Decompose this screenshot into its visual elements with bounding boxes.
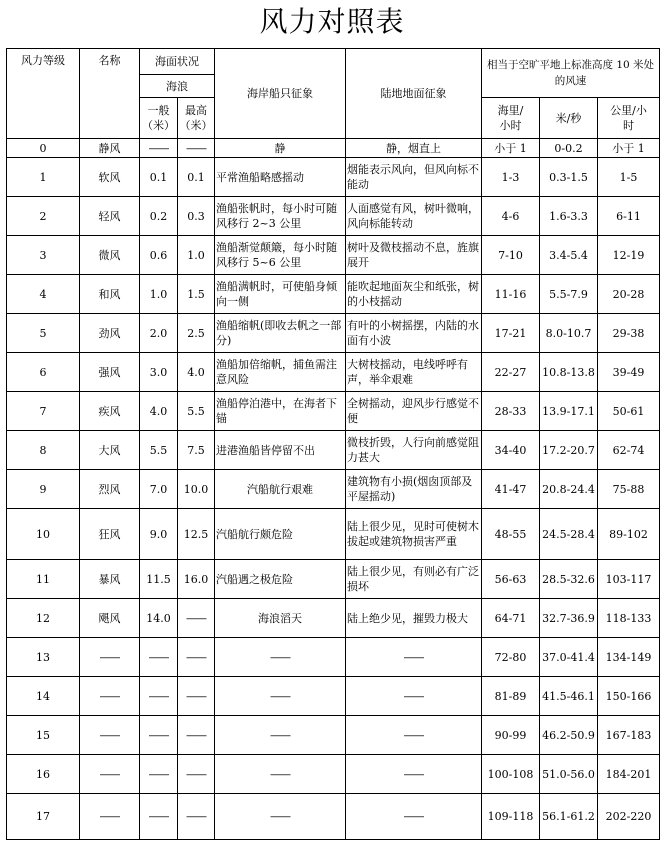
table-row — [7, 560, 660, 599]
cell-ship-signs: 渔船缩帆(即收去帆之一部分) — [215, 314, 346, 353]
cell-knots: 17-21 — [482, 314, 540, 353]
cell-wave-normal: 0.6 — [140, 236, 178, 275]
cell-land-signs: 陆上很少见，有则必有广泛损坏 — [346, 560, 482, 599]
table-row — [7, 470, 660, 509]
cell-knots: 81-89 — [482, 677, 540, 716]
cell-grade: 1 — [7, 158, 80, 197]
cell-ship-signs: 汽船航行艰难 — [215, 470, 346, 509]
cell-name: —— — [80, 638, 140, 677]
cell-ship-signs: 平常渔船略感摇动 — [215, 158, 346, 197]
table-row — [7, 716, 660, 755]
cell-knots: 56-63 — [482, 560, 540, 599]
table-header — [7, 49, 660, 139]
table-row — [7, 431, 660, 470]
table-row — [7, 755, 660, 794]
cell-ship-signs: —— — [215, 794, 346, 840]
cell-wave-normal: 3.0 — [140, 353, 178, 392]
cell-ms: 37.0-41.4 — [540, 638, 598, 677]
cell-ship-signs: —— — [215, 638, 346, 677]
header-kmh: 公里/小时 — [598, 98, 660, 139]
table-row — [7, 139, 660, 158]
cell-land-signs: 陆上很少见，见时可使树木拔起或建筑物损害严重 — [346, 509, 482, 560]
cell-ms: 51.0-56.0 — [540, 755, 598, 794]
cell-land-signs: —— — [346, 638, 482, 677]
cell-ms: 0.3-1.5 — [540, 158, 598, 197]
cell-name: 劲风 — [80, 314, 140, 353]
table-row — [7, 638, 660, 677]
cell-name: —— — [80, 716, 140, 755]
header-sea-state: 海面状况 — [140, 49, 215, 75]
cell-grade: 16 — [7, 755, 80, 794]
cell-name: —— — [80, 755, 140, 794]
cell-ms: 3.4-5.4 — [540, 236, 598, 275]
cell-wave-normal: —— — [140, 638, 178, 677]
cell-knots: 109-118 — [482, 794, 540, 840]
cell-wave-normal: —— — [140, 139, 178, 158]
cell-knots: 64-71 — [482, 599, 540, 638]
cell-ms: 10.8-13.8 — [540, 353, 598, 392]
header-wave-normal-unit: （米） — [142, 119, 175, 132]
cell-ms: 28.5-32.6 — [540, 560, 598, 599]
table-row — [7, 236, 660, 275]
cell-ms: 8.0-10.7 — [540, 314, 598, 353]
cell-grade: 15 — [7, 716, 80, 755]
cell-knots: 48-55 — [482, 509, 540, 560]
cell-grade: 0 — [7, 139, 80, 158]
cell-name: 暴风 — [80, 560, 140, 599]
cell-wave-normal: —— — [140, 794, 178, 840]
cell-wave-normal: —— — [140, 716, 178, 755]
cell-land-signs: —— — [346, 677, 482, 716]
cell-ship-signs: 渔船加倍缩帆，捕鱼需注意风险 — [215, 353, 346, 392]
table-row — [7, 158, 660, 197]
cell-grade: 8 — [7, 431, 80, 470]
cell-kmh: 89-102 — [598, 509, 660, 560]
cell-name: 飓风 — [80, 599, 140, 638]
cell-wave-max: 1.5 — [178, 275, 215, 314]
cell-land-signs: 静，烟直上 — [346, 139, 482, 158]
table-row — [7, 314, 660, 353]
cell-land-signs: 陆上绝少见，摧毁力极大 — [346, 599, 482, 638]
cell-land-signs: 全树摇动，迎风步行感觉不便 — [346, 392, 482, 431]
cell-kmh: 103-117 — [598, 560, 660, 599]
cell-wave-normal: —— — [140, 755, 178, 794]
cell-ship-signs: 渔船张帆时，每小时可随风移行 2~3 公里 — [215, 197, 346, 236]
cell-land-signs: 大树枝摇动，电线呼呼有声，举伞艰难 — [346, 353, 482, 392]
table-row — [7, 275, 660, 314]
cell-name: 强风 — [80, 353, 140, 392]
cell-ms: 0-0.2 — [540, 139, 598, 158]
cell-name: 狂风 — [80, 509, 140, 560]
cell-name: 微风 — [80, 236, 140, 275]
cell-wave-max: 2.5 — [178, 314, 215, 353]
cell-grade: 4 — [7, 275, 80, 314]
cell-kmh: 小于 1 — [598, 139, 660, 158]
cell-wave-normal: 0.2 — [140, 197, 178, 236]
cell-land-signs: —— — [346, 716, 482, 755]
header-wave-max-unit: （米） — [179, 119, 213, 132]
cell-grade: 13 — [7, 638, 80, 677]
cell-ms: 1.6-3.3 — [540, 197, 598, 236]
cell-wave-max: 0.3 — [178, 197, 215, 236]
cell-wave-max: 7.5 — [178, 431, 215, 470]
cell-kmh: 20-28 — [598, 275, 660, 314]
cell-wave-max: —— — [178, 139, 215, 158]
cell-name: 大风 — [80, 431, 140, 470]
cell-wave-normal: 1.0 — [140, 275, 178, 314]
header-name: 名称 — [80, 49, 140, 139]
cell-ms: 20.8-24.4 — [540, 470, 598, 509]
cell-ship-signs: 渔船满帆时，可使船身倾向一侧 — [215, 275, 346, 314]
cell-wave-max: 1.0 — [178, 236, 215, 275]
cell-kmh: 62-74 — [598, 431, 660, 470]
cell-grade: 6 — [7, 353, 80, 392]
cell-knots: 28-33 — [482, 392, 540, 431]
cell-name: 软风 — [80, 158, 140, 197]
wind-scale-table — [6, 48, 660, 840]
cell-wave-max: 4.0 — [178, 353, 215, 392]
cell-name: —— — [80, 677, 140, 716]
cell-name: —— — [80, 794, 140, 840]
cell-grade: 17 — [7, 794, 80, 840]
cell-ship-signs: —— — [215, 755, 346, 794]
cell-wave-normal: 5.5 — [140, 431, 178, 470]
cell-ship-signs: 进港渔船皆停留不出 — [215, 431, 346, 470]
cell-land-signs: 树叶及微枝摇动不息，旌旗展开 — [346, 236, 482, 275]
cell-wave-normal: 0.1 — [140, 158, 178, 197]
cell-knots: 小于 1 — [482, 139, 540, 158]
table-row — [7, 392, 660, 431]
cell-ms: 56.1-61.2 — [540, 794, 598, 840]
header-knots: 海里/小时 — [482, 98, 540, 139]
table-row — [7, 509, 660, 560]
cell-ship-signs: 汽船遇之极危险 — [215, 560, 346, 599]
cell-kmh: 167-183 — [598, 716, 660, 755]
table-row — [7, 794, 660, 840]
cell-knots: 90-99 — [482, 716, 540, 755]
cell-kmh: 184-201 — [598, 755, 660, 794]
cell-wave-max: 0.1 — [178, 158, 215, 197]
cell-ms: 41.5-46.1 — [540, 677, 598, 716]
cell-knots: 34-40 — [482, 431, 540, 470]
cell-wave-max: 5.5 — [178, 392, 215, 431]
page-title: 风力对照表 — [259, 5, 405, 38]
cell-kmh: 50-61 — [598, 392, 660, 431]
cell-name: 轻风 — [80, 197, 140, 236]
cell-wave-normal: 11.5 — [140, 560, 178, 599]
cell-knots: 41-47 — [482, 470, 540, 509]
cell-ms: 24.5-28.4 — [540, 509, 598, 560]
cell-land-signs: 能吹起地面灰尘和纸张，树的小枝摇动 — [346, 275, 482, 314]
header-wave-normal — [140, 98, 178, 139]
cell-wave-normal: 4.0 — [140, 392, 178, 431]
cell-wave-max: —— — [178, 638, 215, 677]
cell-ms: 17.2-20.7 — [540, 431, 598, 470]
cell-grade: 9 — [7, 470, 80, 509]
cell-land-signs: —— — [346, 755, 482, 794]
cell-ship-signs: 汽船航行颇危险 — [215, 509, 346, 560]
cell-kmh: 12-19 — [598, 236, 660, 275]
header-wave-max-label: 最高 — [185, 104, 207, 117]
cell-knots: 1-3 — [482, 158, 540, 197]
cell-land-signs: 烟能表示风向，但风向标不能动 — [346, 158, 482, 197]
cell-ms: 13.9-17.1 — [540, 392, 598, 431]
header-wind-speed: 相当于空旷平地上标准高度 10 米处的风速 — [482, 49, 660, 98]
cell-land-signs: —— — [346, 794, 482, 840]
cell-wave-normal: 7.0 — [140, 470, 178, 509]
header-grade: 风力等级 — [7, 49, 80, 139]
cell-grade: 12 — [7, 599, 80, 638]
cell-kmh: 75-88 — [598, 470, 660, 509]
cell-wave-normal: 14.0 — [140, 599, 178, 638]
cell-name: 烈风 — [80, 470, 140, 509]
cell-ms: 5.5-7.9 — [540, 275, 598, 314]
cell-knots: 100-108 — [482, 755, 540, 794]
cell-ship-signs: —— — [215, 677, 346, 716]
cell-land-signs: 人面感觉有风，树叶微响，风向标能转动 — [346, 197, 482, 236]
table-row — [7, 599, 660, 638]
cell-knots: 11-16 — [482, 275, 540, 314]
cell-wave-max: —— — [178, 677, 215, 716]
cell-grade: 10 — [7, 509, 80, 560]
header-wave-normal-label: 一般 — [147, 104, 170, 117]
table-body — [7, 139, 660, 840]
cell-kmh: 202-220 — [598, 794, 660, 840]
cell-wave-max: —— — [178, 599, 215, 638]
cell-wave-normal: —— — [140, 677, 178, 716]
cell-wave-max: 10.0 — [178, 470, 215, 509]
cell-kmh: 29-38 — [598, 314, 660, 353]
cell-kmh: 39-49 — [598, 353, 660, 392]
header-wave-max — [178, 98, 215, 139]
cell-ship-signs: 渔船停泊港中，在海者下锚 — [215, 392, 346, 431]
cell-knots: 72-80 — [482, 638, 540, 677]
cell-knots: 7-10 — [482, 236, 540, 275]
cell-name: 静风 — [80, 139, 140, 158]
header-waves: 海浪 — [140, 75, 215, 98]
cell-wave-max: 12.5 — [178, 509, 215, 560]
cell-grade: 2 — [7, 197, 80, 236]
cell-name: 和风 — [80, 275, 140, 314]
table-row — [7, 353, 660, 392]
cell-ship-signs: 渔船渐觉颠簸，每小时随风移行 5~6 公里 — [215, 236, 346, 275]
cell-wave-normal: 9.0 — [140, 509, 178, 560]
cell-kmh: 150-166 — [598, 677, 660, 716]
cell-land-signs: 微枝折毁，人行向前感觉阻力甚大 — [346, 431, 482, 470]
table-row — [7, 677, 660, 716]
cell-kmh: 1-5 — [598, 158, 660, 197]
cell-knots: 4-6 — [482, 197, 540, 236]
cell-wave-max: —— — [178, 755, 215, 794]
cell-land-signs: 建筑物有小损(烟囱顶部及平屋摇动) — [346, 470, 482, 509]
cell-ship-signs: 静 — [215, 139, 346, 158]
cell-wave-max: 16.0 — [178, 560, 215, 599]
cell-wave-normal: 2.0 — [140, 314, 178, 353]
cell-ms: 32.7-36.9 — [540, 599, 598, 638]
cell-wave-max: —— — [178, 716, 215, 755]
cell-ship-signs: —— — [215, 716, 346, 755]
cell-grade: 7 — [7, 392, 80, 431]
cell-kmh: 6-11 — [598, 197, 660, 236]
cell-grade: 5 — [7, 314, 80, 353]
table-row — [7, 197, 660, 236]
cell-grade: 3 — [7, 236, 80, 275]
cell-grade: 14 — [7, 677, 80, 716]
cell-grade: 11 — [7, 560, 80, 599]
cell-knots: 22-27 — [482, 353, 540, 392]
header-ship-signs: 海岸船只征象 — [215, 49, 346, 139]
cell-ship-signs: 海浪滔天 — [215, 599, 346, 638]
cell-land-signs: 有叶的小树摇摆，内陆的水面有小波 — [346, 314, 482, 353]
cell-wave-max: —— — [178, 794, 215, 840]
header-ms: 米/秒 — [540, 98, 598, 139]
cell-ms: 46.2-50.9 — [540, 716, 598, 755]
cell-name: 疾风 — [80, 392, 140, 431]
header-land-signs: 陆地地面征象 — [346, 49, 482, 139]
cell-kmh: 134-149 — [598, 638, 660, 677]
cell-kmh: 118-133 — [598, 599, 660, 638]
